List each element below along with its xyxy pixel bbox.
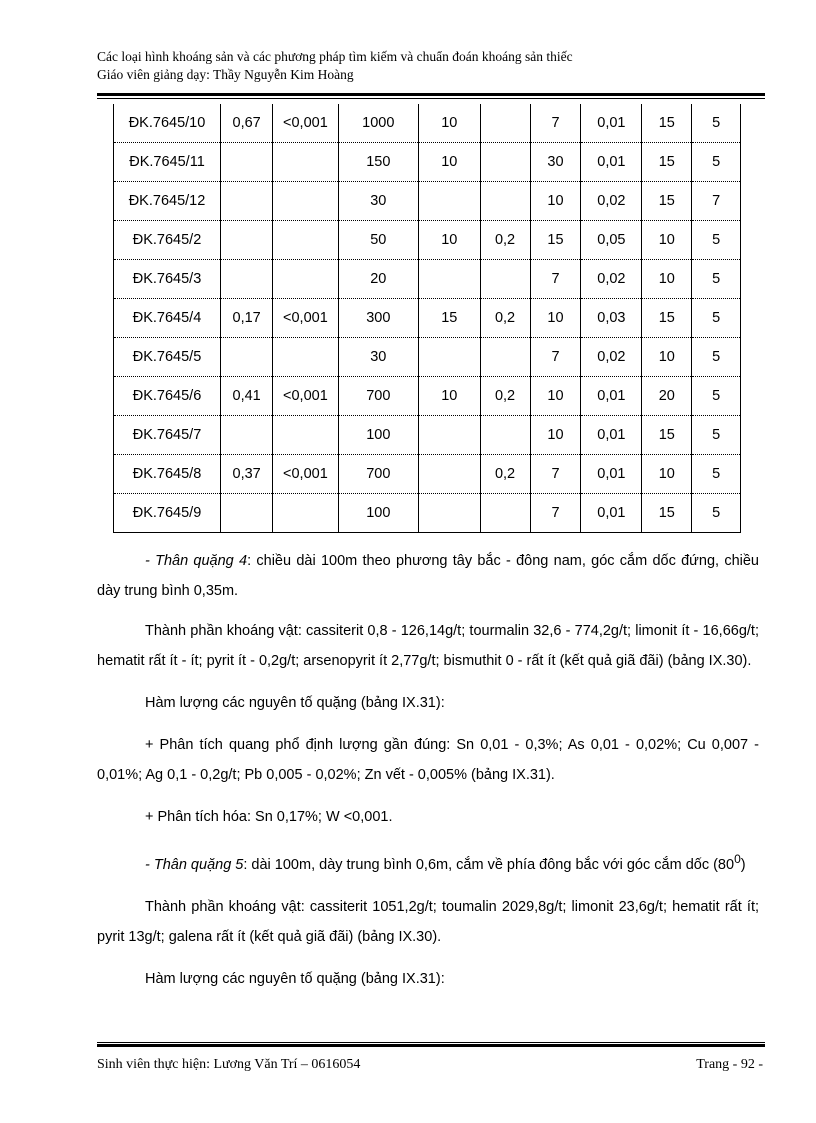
footer-rule <box>97 1042 765 1047</box>
table-cell: 15 <box>642 182 692 221</box>
table-cell: <0,001 <box>273 104 338 143</box>
table-cell: 10 <box>642 221 692 260</box>
table-cell: 30 <box>530 143 581 182</box>
table-cell <box>480 494 530 533</box>
footer-student: Sinh viên thực hiện: Lương Văn Trí – 0616054 <box>97 1057 361 1072</box>
table-cell: 0,01 <box>581 455 642 494</box>
table-cell: 50 <box>338 221 418 260</box>
table-cell: 10 <box>642 260 692 299</box>
table-cell: 7 <box>530 455 581 494</box>
table-cell <box>480 182 530 221</box>
table-row <box>114 455 741 494</box>
table-cell: 10 <box>419 143 481 182</box>
table-row <box>114 299 741 338</box>
table-cell: 15 <box>642 299 692 338</box>
table-cell <box>480 260 530 299</box>
table-row <box>114 104 741 143</box>
table-row <box>114 416 741 455</box>
sample-id-cell: ĐK.7645/3 <box>114 260 221 299</box>
table-cell: 5 <box>692 221 741 260</box>
table-cell: 0,37 <box>221 455 273 494</box>
table-row <box>114 221 741 260</box>
table-row <box>114 143 741 182</box>
table-cell: 0,01 <box>581 416 642 455</box>
table-cell: 5 <box>692 455 741 494</box>
table-cell: 10 <box>530 182 581 221</box>
table-cell: 0,2 <box>480 377 530 416</box>
paragraph-element-content-4: Hàm lượng các nguyên tố quặng (bảng IX.31): <box>145 695 445 711</box>
table-cell: 0,67 <box>221 104 273 143</box>
sample-id-cell: ĐK.7645/5 <box>114 338 221 377</box>
table-cell: 150 <box>338 143 418 182</box>
table-cell: 20 <box>642 377 692 416</box>
table-row <box>114 182 741 221</box>
table-cell: 5 <box>692 494 741 533</box>
ore-body-4-label: - Thân quặng 4 <box>145 553 248 569</box>
table-row <box>114 260 741 299</box>
table-cell <box>221 143 273 182</box>
paragraph-spectral-analysis: + Phân tích quang phổ định lượng gần đúng: Sn 0,01 - 0,3%; As 0,01 - 0,02%; Cu 0,007 - 0,01%; Ag 0,1 - 0,2g/t; Pb 0,005 - 0,02%; Zn vết - 0,005% (bảng IX.31). <box>97 737 759 783</box>
header-teacher: Giáo viên giảng dạy: Thầy Nguyễn Kim Hoàng <box>97 67 354 82</box>
table-cell <box>480 416 530 455</box>
table-cell: 0,02 <box>581 260 642 299</box>
table-cell: 5 <box>692 416 741 455</box>
table-row <box>114 338 741 377</box>
table-cell: 5 <box>692 143 741 182</box>
table-cell: 15 <box>642 104 692 143</box>
table-cell: 15 <box>642 143 692 182</box>
ore-body-5-label: - Thân quặng 5 <box>145 856 244 873</box>
table-cell <box>221 494 273 533</box>
sample-id-cell: ĐK.7645/7 <box>114 416 221 455</box>
table-cell: 5 <box>692 338 741 377</box>
paragraph-ore-body-5: - Thân quặng 5: dài 100m, dày trung bình 0,6m, cắm về phía đông bắc với góc cắm dốc $(80^0)$ <box>145 852 746 873</box>
sample-id-cell: ĐK.7645/11 <box>114 143 221 182</box>
table-cell: 10 <box>419 221 481 260</box>
table-cell: 0,03 <box>581 299 642 338</box>
table-cell: 15 <box>642 416 692 455</box>
table-cell: 0,2 <box>480 221 530 260</box>
table-cell: 10 <box>419 377 481 416</box>
ore-analysis-table <box>113 104 741 533</box>
table-cell <box>480 104 530 143</box>
sample-id-cell: ĐK.7645/2 <box>114 221 221 260</box>
page-header <box>97 48 763 84</box>
table-cell: 7 <box>530 338 581 377</box>
table-cell <box>419 455 481 494</box>
sample-id-cell: ĐK.7645/12 <box>114 182 221 221</box>
table-cell: 0,02 <box>581 338 642 377</box>
sample-id-cell: ĐK.7645/4 <box>114 299 221 338</box>
paragraph-mineral-composition-4: Thành phần khoáng vật: cassiterit 0,8 - 126,14g/t; tourmalin 32,6 - 774,2g/t; limonit ít - 16,66g/t; hematit rất ít - ít; pyrit ít - 0,2g/t; arsenopyrit ít 2,77g/t; bismuthit 0 - rất ít (kết quả giã đãi) (bảng IX.30). <box>97 623 759 669</box>
table-cell: 0,01 <box>581 377 642 416</box>
table-cell <box>273 221 338 260</box>
table-cell <box>273 182 338 221</box>
table-cell: 5 <box>692 104 741 143</box>
table-row <box>114 377 741 416</box>
paragraph-chemical-analysis: + Phân tích hóa: Sn 0,17%; W <0,001. <box>145 809 393 825</box>
table-cell <box>480 338 530 377</box>
table-row <box>114 494 741 533</box>
table-cell: 7 <box>530 494 581 533</box>
header-title: Các loại hình khoáng sản và các phương pháp tìm kiếm và chuẩn đoán khoáng sản thiếc <box>97 49 573 64</box>
table-cell: 7 <box>530 260 581 299</box>
table-cell: 20 <box>338 260 418 299</box>
table-cell: 5 <box>692 377 741 416</box>
table-cell: <0,001 <box>273 377 338 416</box>
sample-id-cell: ĐK.7645/10 <box>114 104 221 143</box>
table-cell: 10 <box>642 338 692 377</box>
paragraph-element-content-5: Hàm lượng các nguyên tố quặng (bảng IX.31): <box>145 970 445 987</box>
table-cell: 5 <box>692 260 741 299</box>
table-cell: <0,001 <box>273 299 338 338</box>
table-cell: 0,02 <box>581 182 642 221</box>
table-cell: 7 <box>530 104 581 143</box>
table-cell <box>221 260 273 299</box>
table-cell: 0,17 <box>221 299 273 338</box>
table-cell: 700 <box>338 455 418 494</box>
table-cell: 7 <box>692 182 741 221</box>
table-cell <box>273 260 338 299</box>
table-cell: 700 <box>338 377 418 416</box>
table-cell: 100 <box>338 416 418 455</box>
table-cell: 0,2 <box>480 299 530 338</box>
table-cell <box>419 338 481 377</box>
sample-id-cell: ĐK.7645/9 <box>114 494 221 533</box>
table-cell: 0,2 <box>480 455 530 494</box>
table-cell: 1000 <box>338 104 418 143</box>
table-cell: 15 <box>530 221 581 260</box>
paragraph-ore-body-4: - Thân quặng 4: chiều dài 100m theo phương tây bắc - đông nam, góc cắm dốc đứng, chiều dày trung bình 0,35m. <box>97 553 759 599</box>
table-cell <box>273 416 338 455</box>
table-cell: 10 <box>530 299 581 338</box>
sample-id-cell: ĐK.7645/6 <box>114 377 221 416</box>
table-cell: 0,01 <box>581 143 642 182</box>
table-cell: 30 <box>338 338 418 377</box>
table-cell: 15 <box>419 299 481 338</box>
table-cell: 10 <box>642 455 692 494</box>
paragraph-mineral-composition-5: Thành phần khoáng vật: cassiterit 1051,2g/t; toumalin 2029,8g/t; limonit 23,6g/t; hematit rất ít; pyrit 13g/t; galena rất ít (kết quả giã đãi) (bảng IX.30). <box>97 898 759 945</box>
table-cell <box>480 143 530 182</box>
table-cell: 100 <box>338 494 418 533</box>
table-cell <box>221 182 273 221</box>
table-cell <box>221 416 273 455</box>
footer-page-number: Trang - 92 - <box>696 1057 763 1072</box>
page-footer <box>97 1057 763 1073</box>
table-cell <box>221 221 273 260</box>
header-rule <box>97 93 765 99</box>
table-cell: 10 <box>530 416 581 455</box>
table-cell <box>273 338 338 377</box>
table-cell: 0,41 <box>221 377 273 416</box>
table-cell: 0,01 <box>581 494 642 533</box>
sample-id-cell: ĐK.7645/8 <box>114 455 221 494</box>
table-cell <box>221 338 273 377</box>
table-cell: 10 <box>419 104 481 143</box>
table-cell <box>419 416 481 455</box>
table-cell: 30 <box>338 182 418 221</box>
table-cell <box>273 143 338 182</box>
table-cell <box>419 260 481 299</box>
table-cell <box>273 494 338 533</box>
table-cell <box>419 494 481 533</box>
table-cell: 15 <box>642 494 692 533</box>
table-cell: 0,01 <box>581 104 642 143</box>
table-cell: 10 <box>530 377 581 416</box>
table-cell: <0,001 <box>273 455 338 494</box>
table-cell: 5 <box>692 299 741 338</box>
table-cell: 300 <box>338 299 418 338</box>
table-cell: 0,05 <box>581 221 642 260</box>
body-text <box>97 546 759 1006</box>
table-cell <box>419 182 481 221</box>
